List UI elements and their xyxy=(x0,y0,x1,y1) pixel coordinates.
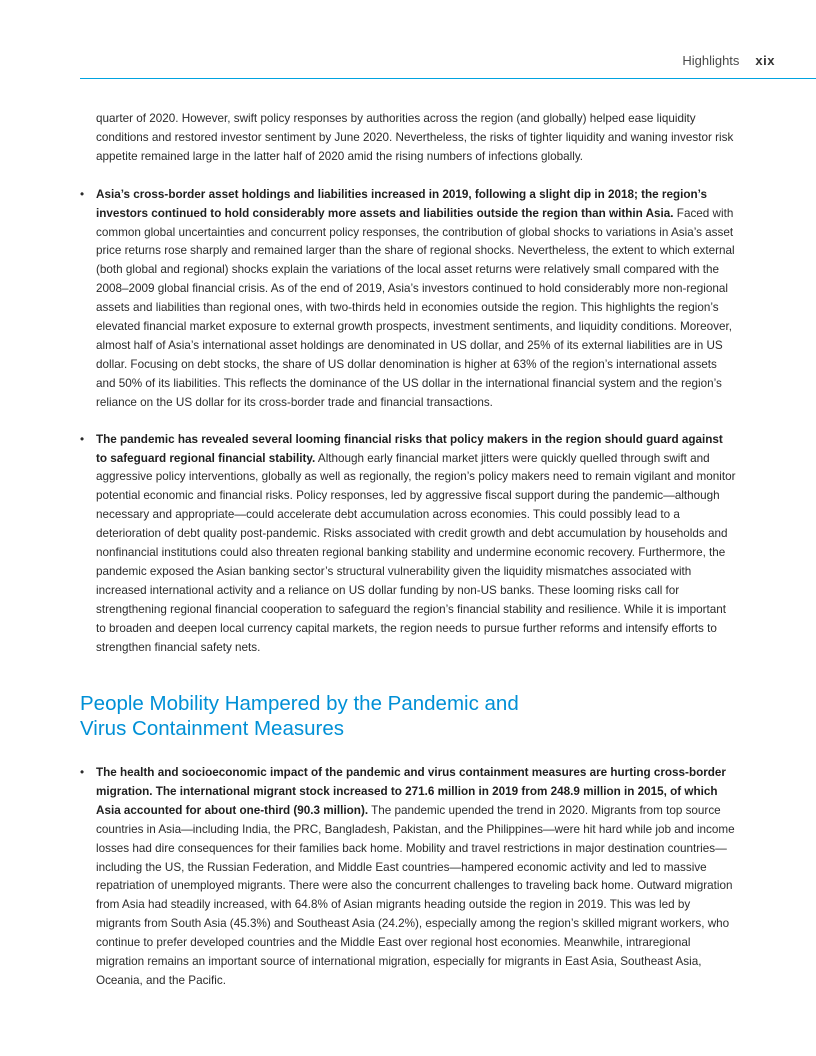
bullet-item xyxy=(80,186,736,413)
bullet-marker: • xyxy=(80,432,85,446)
bullet-lead-text: The health and socioeconomic impact of the pandemic and virus containment measures are hurting cross-border migration. The international migrant stock increased to 271.6 million in 2019 from 248.9 million in 2015, of which Asia accounted for about one-third (90.3 million). xyxy=(96,766,726,817)
bullet-paragraph xyxy=(96,764,736,991)
bullet-item xyxy=(80,431,736,658)
bullet-marker: • xyxy=(80,766,85,779)
bullet-marker: • xyxy=(80,187,85,201)
main-content xyxy=(80,110,736,675)
section-heading-line-1: People Mobility Hampered by the Pandemic and xyxy=(80,692,519,715)
section-heading xyxy=(80,691,519,741)
header-rule xyxy=(80,78,816,79)
bullet-lead-text: Asia’s cross-border asset holdings and liabilities increased in 2019, following a slight dip in 2018; the region’s investors continued to hold considerably more assets and liabilities outside the region than within Asia. xyxy=(96,187,707,220)
section-content xyxy=(80,764,736,1009)
bullet-paragraph xyxy=(96,431,736,658)
bullet-paragraph xyxy=(96,186,736,413)
section-heading-line-2: Virus Containment Measures xyxy=(80,717,344,740)
running-head-section: Highlights xyxy=(682,53,740,68)
bullet-item xyxy=(80,764,736,991)
bullet-body-text: The pandemic upended the trend in 2020. Migrants from top source countries in Asia—including India, the PRC, Bangladesh, Pakistan, and the Philippines—were hit hard while job and income losses had dire consequences for their families back home. Mobility and travel restrictions in major destination countries—including the US, the Russian Federation, and Middle East countries—hampered economic activity and led to massive repatriation of unemployed migrants. There were also the concurrent challenges to traveling back home. Outward migration from Asia had steadily increased, with 64.8% of Asian migrants heading outside the region in 2019. This was led by migrants from South Asia (45.3%) and Southeast Asia (24.2%), especially among the region’s skilled migrant workers, who continue to prefer developed countries and the Middle East over regional host economies. Meanwhile, intraregional migration remains an important source of international migration, especially for migrants in East Asia, Southeast Asia, Oceania, and the Pacific. xyxy=(96,803,735,987)
page-number: xix xyxy=(755,53,775,68)
intro-paragraph: quarter of 2020. However, swift policy responses by authorities across the region (and globally) helped ease liquidity conditions and restored investor sentiment by June 2020. Nevertheless, the risks of tighter liquidity and waning investor risk appetite remained large in the latter half of 2020 amid the rising numbers of infections globally. xyxy=(96,112,734,163)
bullet-lead-text: The pandemic has revealed several looming financial risks that policy makers in the region should guard against to safeguard regional financial stability. xyxy=(96,432,723,465)
bullet-body-text: Although early financial market jitters were quickly quelled through swift and aggressive policy interventions, globally as well as regionally, the region’s policy makers need to remain vigilant and monitor potential economic and financial risks. Policy responses, led by aggressive fiscal support during the pandemic—although necessary and appropriate—could accelerate debt accumulation across economies. This could possibly lead to a deterioration of debt quality post-pandemic. Risks associated with credit growth and debt accumulation by households and nonfinancial institutions could also threaten regional banking stability and undermine economic recovery. Furthermore, the pandemic exposed the Asian banking sector’s structural vulnerability given the liquidity mismatches associated with increased international activity and a reliance on US dollar funding by non-US banks. These looming risks call for strengthening regional financial cooperation to safeguard the region’s financial stability and resilience. While it is important to broaden and deepen local currency capital markets, the region needs to pursue further reforms and intensify efforts to strengthen financial safety nets. xyxy=(96,451,736,654)
running-head xyxy=(682,53,775,68)
bullet-body-text: Faced with common global uncertainties and concurrent policy responses, the contribution of global shocks to variations in Asia’s asset price returns rose sharply and remained larger than the share of regional shocks. Nevertheless, the extent to which external (both global and regional) shocks explain the variations of the local asset returns were relatively small compared with the 2008–2009 global financial crisis. As of the end of 2019, Asia’s investors continued to hold considerably more non-regional assets and liabilities than regional ones, with two-thirds held in economies outside the region. This highlights the region’s elevated financial market exposure to external growth prospects, investment sentiments, and liquidity conditions. Moreover, almost half of Asia’s international asset holdings are denominated in US dollar, and 25% of its external liabilities are in US dollar. Focusing on debt stocks, the share of US dollar denomination is higher at 63% of the region’s international assets and 50% of its liabilities. This reflects the dominance of the US dollar in the international financial system and the region’s reliance on the US dollar for its cross-border trade and financial transactions. xyxy=(96,206,735,409)
